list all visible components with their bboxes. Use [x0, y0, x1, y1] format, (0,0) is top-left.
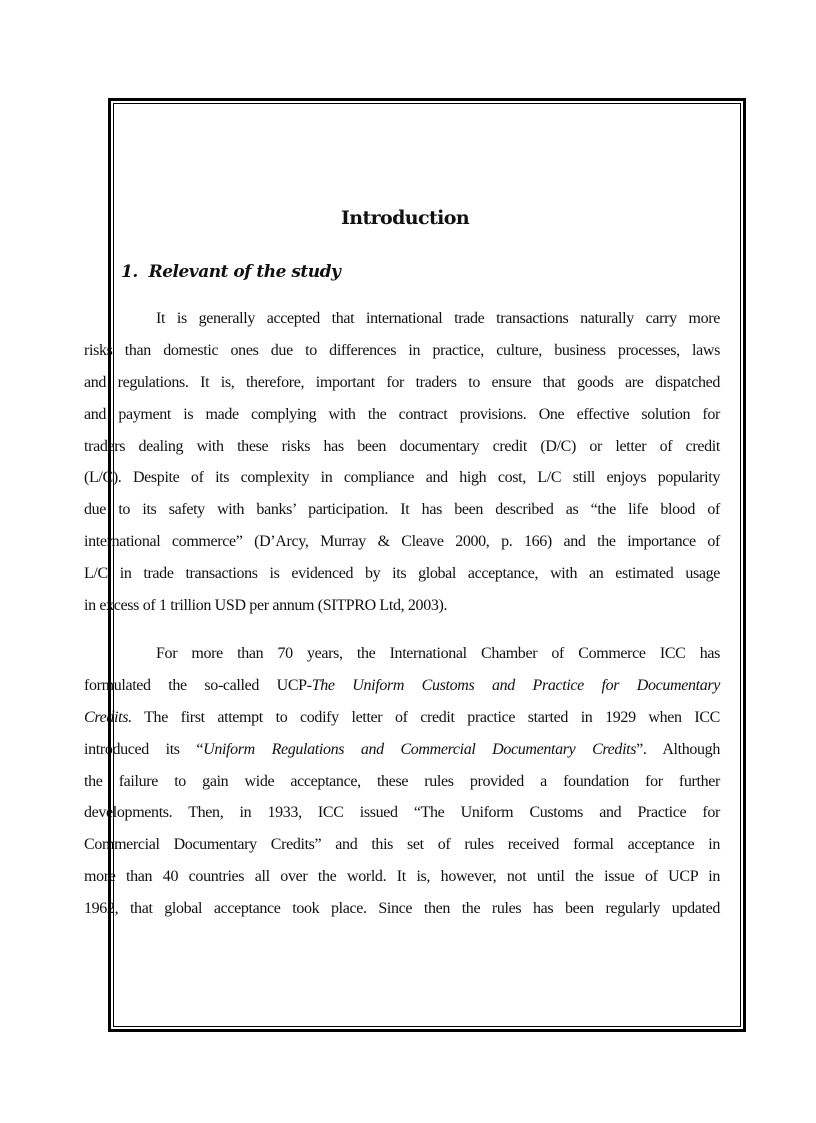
text-run: introduced its “: [84, 740, 204, 758]
regulations-title-italic: Uniform Regulations and Commercial Documentary Credits: [203, 740, 637, 758]
section-heading-text: Relevant of the study: [148, 262, 341, 282]
paragraph-line: risks than domestic ones due to differences in practice, culture, business processes, laws: [84, 341, 720, 359]
paragraph-line: Commercial Documentary Credits” and this set of rules received formal acceptance in: [84, 836, 720, 854]
section-number: 1.: [121, 262, 138, 282]
paragraph-line: international commerce” (D’Arcy, Murray & Cleave 2000, p. 166) and the importance of: [84, 533, 720, 551]
paragraph-line: in excess of 1 trillion USD per annum (SITPRO Ltd, 2003).: [84, 597, 448, 615]
paragraph-line: L/C in trade transactions is evidenced by its global acceptance, with an estimated usage: [84, 565, 720, 583]
paragraph-line: the failure to gain wide acceptance, these rules provided a foundation for further: [84, 772, 720, 790]
paragraph-line: due to its safety with banks’ participation. It has been described as “the life blood of: [84, 501, 720, 519]
text-run: formulated the so-called UCP-: [84, 676, 312, 694]
ucp-title-italic-end: Credits.: [84, 708, 132, 726]
paragraph-line: It is generally accepted that international trade transactions naturally carry more: [156, 310, 720, 327]
paragraph-line: 1962, that global acceptance took place. Since then the rules has been regularly updated: [84, 900, 720, 918]
paragraph-line: traders dealing with these risks has been documentary credit (D/C) or letter of credit: [84, 437, 720, 455]
paragraph-line: more than 40 countries all over the world. It is, however, not until the issue of UCP in: [84, 868, 720, 886]
paragraph-line: developments. Then, in 1933, ICC issued “The Uniform Customs and Practice for: [84, 804, 720, 822]
ucp-title-italic: The Uniform Customs and Practice for Documentary: [311, 676, 720, 694]
paragraph-line: For more than 70 years, the International Chamber of Commerce ICC has: [156, 645, 720, 662]
text-run: The first attempt to codify letter of credit practice started in 1929 when ICC: [131, 708, 720, 726]
paragraph-line: (L/C). Despite of its complexity in compliance and high cost, L/C still enjoys popularity: [84, 469, 720, 487]
text-run: ”. Although: [636, 740, 720, 758]
paragraph-line: and regulations. It is, therefore, important for traders to ensure that goods are dispatched: [84, 373, 720, 391]
paragraph-line: and payment is made complying with the contract provisions. One effective solution for: [84, 405, 720, 423]
page-title: Introduction: [340, 207, 470, 229]
page-border-inner: [113, 103, 741, 1027]
